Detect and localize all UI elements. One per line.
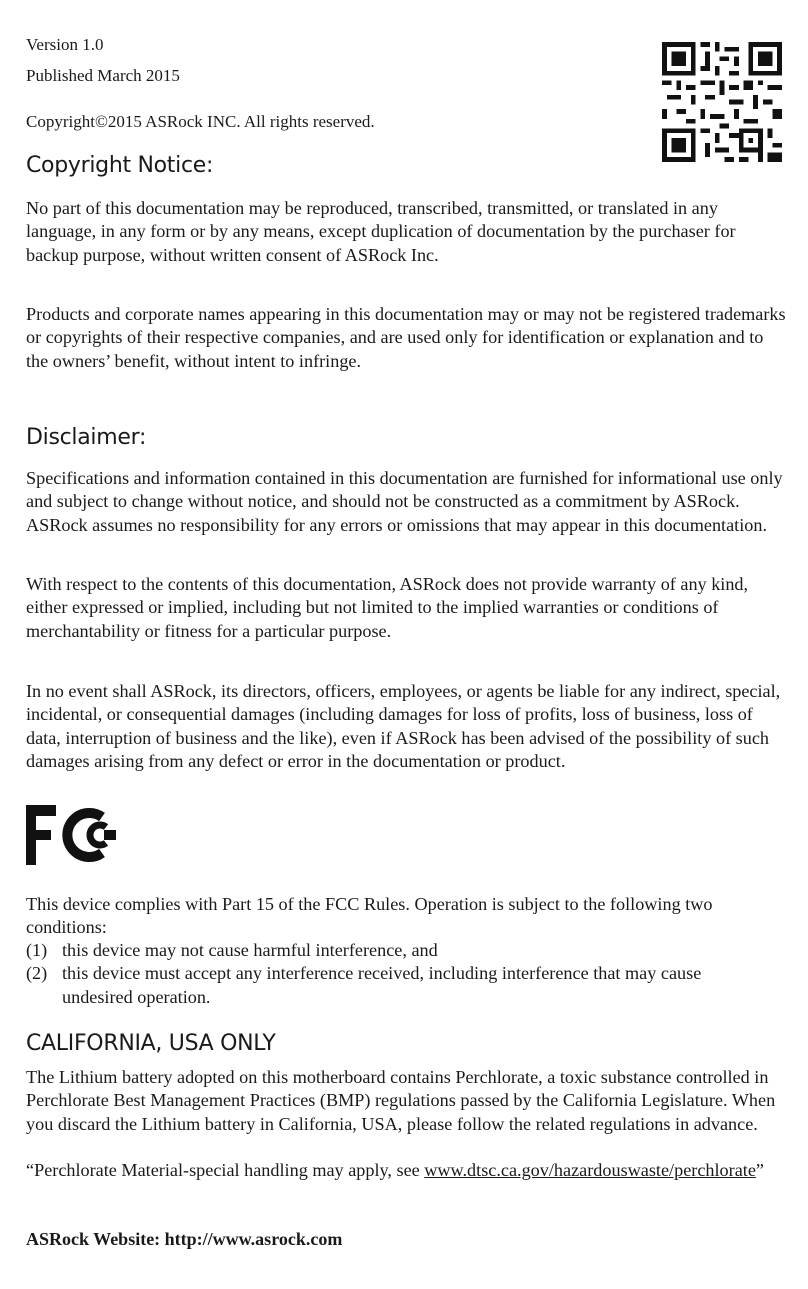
published-date: Published March 2015 <box>26 66 180 85</box>
fcc-conditions-list <box>26 939 786 1009</box>
asrock-website-text: ASRock Website: http://www.asrock.com <box>26 1229 343 1249</box>
version-text: Version 1.0 <box>26 35 104 54</box>
copyright-line: Copyright©2015 ASRock INC. All rights reserved. <box>26 112 375 131</box>
qr-code-icon <box>662 42 782 162</box>
fcc-condition-2: (2) this device must accept any interference received, including interference that may cause undesired operation. <box>26 963 702 1007</box>
disclaimer-para-3: In no event shall ASRock, its directors, officers, employees, or agents be liable for any indirect, special, incidental, or consequential damages (including damages for loss of profits, loss of business, loss of data, interruption of business and the like), even if ASRock has been advised of the possibility of such damages arising from any defect or error in the documentation or product. <box>26 681 781 772</box>
disclaimer-para-1: Specifications and information contained in this documentation are furnished for informational use only and subject to change without notice, and should not be constructed as a commitment by ASRock. ASRock assumes no responsibility for any errors or omissions that may appear in this documentation. <box>26 468 783 535</box>
perchlorate-quote-prefix: “Perchlorate Material-special handling may apply, see <box>26 1160 425 1180</box>
disclaimer-heading: Disclaimer: <box>26 425 147 450</box>
perchlorate-link[interactable]: www.dtsc.ca.gov/hazardouswaste/perchlorate <box>424 1160 756 1180</box>
copyright-notice-heading: Copyright Notice: <box>26 153 214 178</box>
copyright-notice-para-2: Products and corporate names appearing in this documentation may or may not be registered trademarks or copyrights of their respective companies, and are used only for identification or explanation and to the owners’ benefit, without intent to infringe. <box>26 304 786 371</box>
perchlorate-quote-suffix: ” <box>755 1160 764 1180</box>
fcc-condition-1: (1) this device may not cause harmful interference, and <box>26 940 438 960</box>
perchlorate-quote <box>26 1159 776 1182</box>
california-para: The Lithium battery adopted on this motherboard contains Perchlorate, a toxic substance controlled in Perchlorate Best Management Practices (BMP) regulations passed by the California Legislature. When you discard the Lithium battery in California, USA, please follow the related regulations in advance. <box>26 1067 776 1134</box>
disclaimer-para-2: With respect to the contents of this documentation, ASRock does not provide warranty of any kind, either expressed or implied, including but not limited to the implied warranties or conditions of merchantability or fitness for a particular purpose. <box>26 574 749 641</box>
fcc-intro: This device complies with Part 15 of the FCC Rules. Operation is subject to the following two conditions: <box>26 894 713 938</box>
fcc-logo-icon <box>26 803 116 867</box>
copyright-notice-para-1: No part of this documentation may be reproduced, transcribed, transmitted, or translated in any language, in any form or by any means, except duplication of documentation by the purchaser for backup purpose, without written consent of ASRock Inc. <box>26 198 736 265</box>
california-heading: CALIFORNIA, USA ONLY <box>26 1031 276 1056</box>
